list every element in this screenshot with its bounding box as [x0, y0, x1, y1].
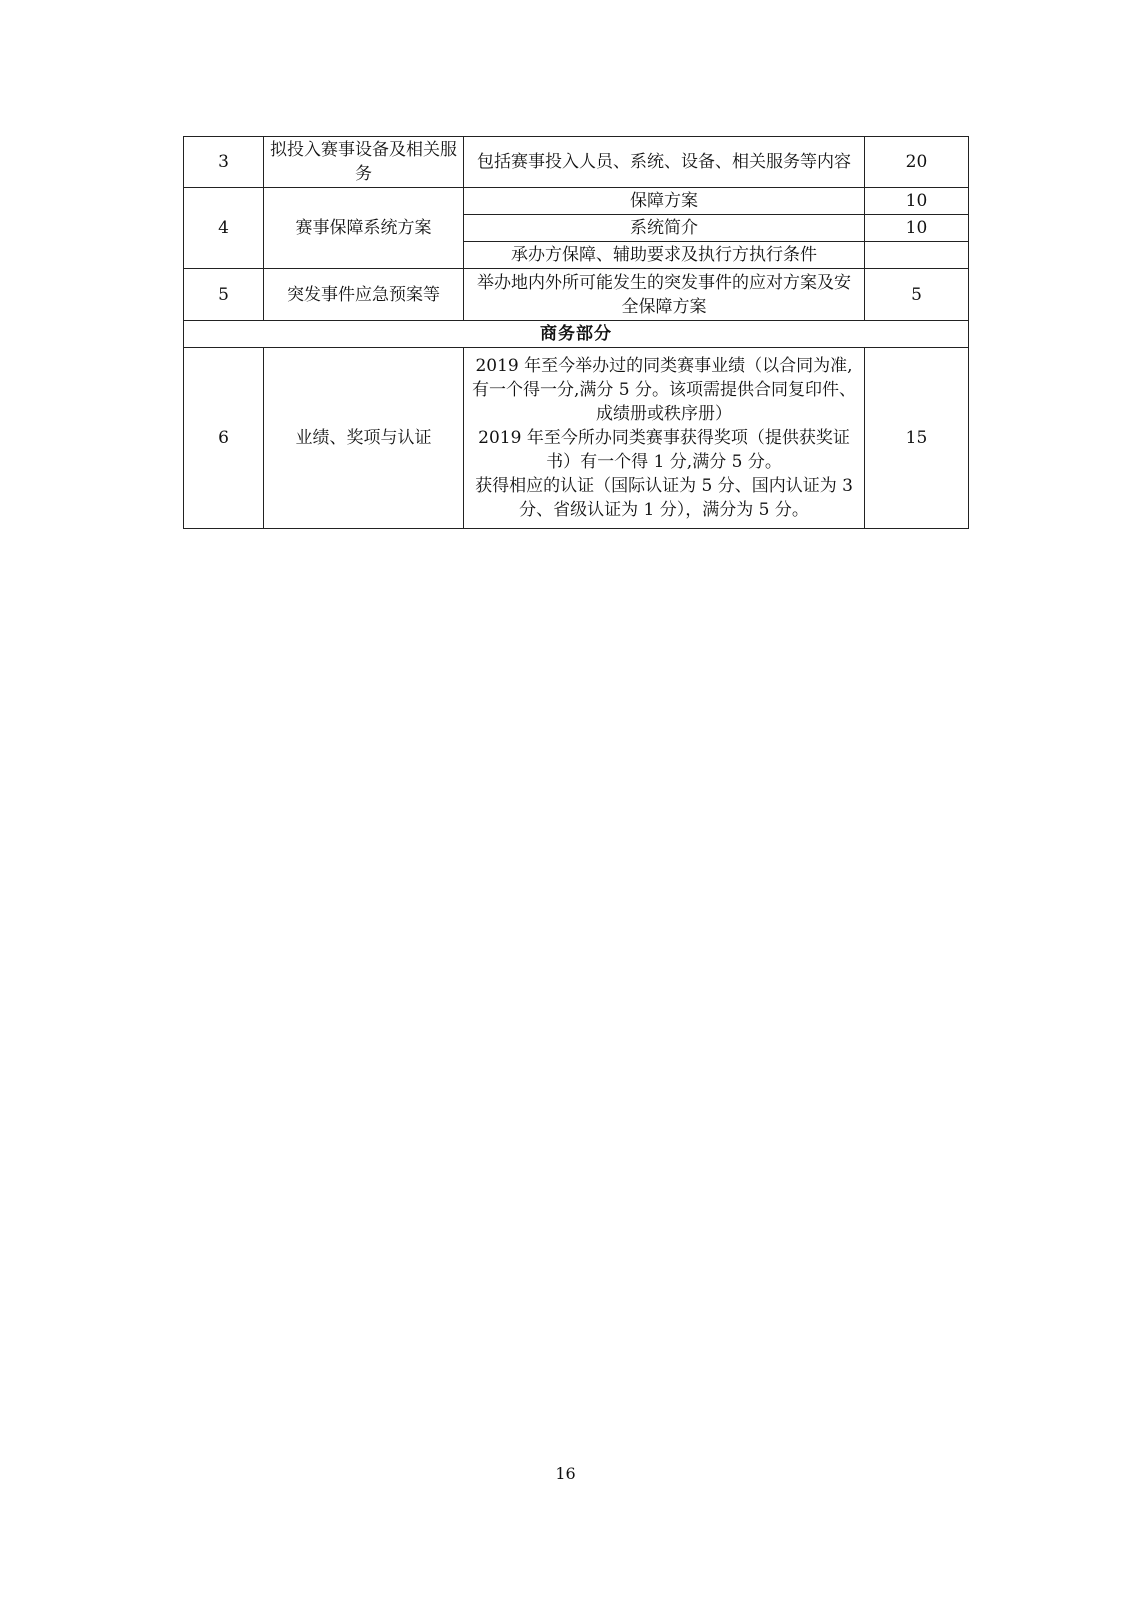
score-value: 15: [865, 348, 969, 529]
requirement-cell: [464, 137, 865, 188]
section-title: 商务部分: [184, 321, 969, 348]
row-number: 6: [184, 348, 264, 529]
requirement-text: 2019 年至今所办同类赛事获得奖项（提供获奖证书）有一个得 1 分,满分 5 分。: [478, 428, 850, 472]
row-number: 5: [184, 269, 264, 321]
requirement-text: 举办地内外所可能发生的突发事件的应对方案及安全保障方案: [477, 272, 851, 317]
score-value: 20: [865, 137, 969, 188]
table-row: [184, 348, 969, 529]
requirement-text: 获得相应的认证（国际认证为 5 分、国内认证为 3 分、省级认证为 1 分），满分为 5 分。: [475, 476, 853, 520]
score-value: 10: [865, 215, 969, 242]
requirement-text: 包括赛事投入人员、系统、设备、相关服务等内容: [477, 152, 851, 172]
item-name: 突发事件应急预案等: [264, 269, 464, 321]
requirement-text: 系统简介: [464, 215, 865, 242]
requirement-text: 保障方案: [464, 188, 865, 215]
item-name: 赛事保障系统方案: [264, 188, 464, 269]
item-name: 拟投入赛事设备及相关服务: [264, 137, 464, 188]
score-value: [865, 242, 969, 269]
requirement-cell: [464, 269, 865, 321]
table-row: [184, 137, 969, 188]
score-value: 5: [865, 269, 969, 321]
score-value: 10: [865, 188, 969, 215]
row-number: 4: [184, 188, 264, 269]
requirement-text: 承办方保障、辅助要求及执行方执行条件: [464, 242, 865, 269]
requirement-cell: [464, 348, 865, 529]
page-number: 16: [555, 1464, 576, 1483]
item-name: 业绩、奖项与认证: [264, 348, 464, 529]
section-header-row: [184, 321, 969, 348]
table-row: [184, 269, 969, 321]
table-row: [184, 188, 969, 215]
requirement-text: 2019 年至今举办过的同类赛事业绩（以合同为准,有一个得一分,满分 5 分。该项需提供合同复印件、成绩册或秩序册）: [471, 356, 857, 424]
scoring-table: [183, 136, 969, 529]
row-number: 3: [184, 137, 264, 188]
